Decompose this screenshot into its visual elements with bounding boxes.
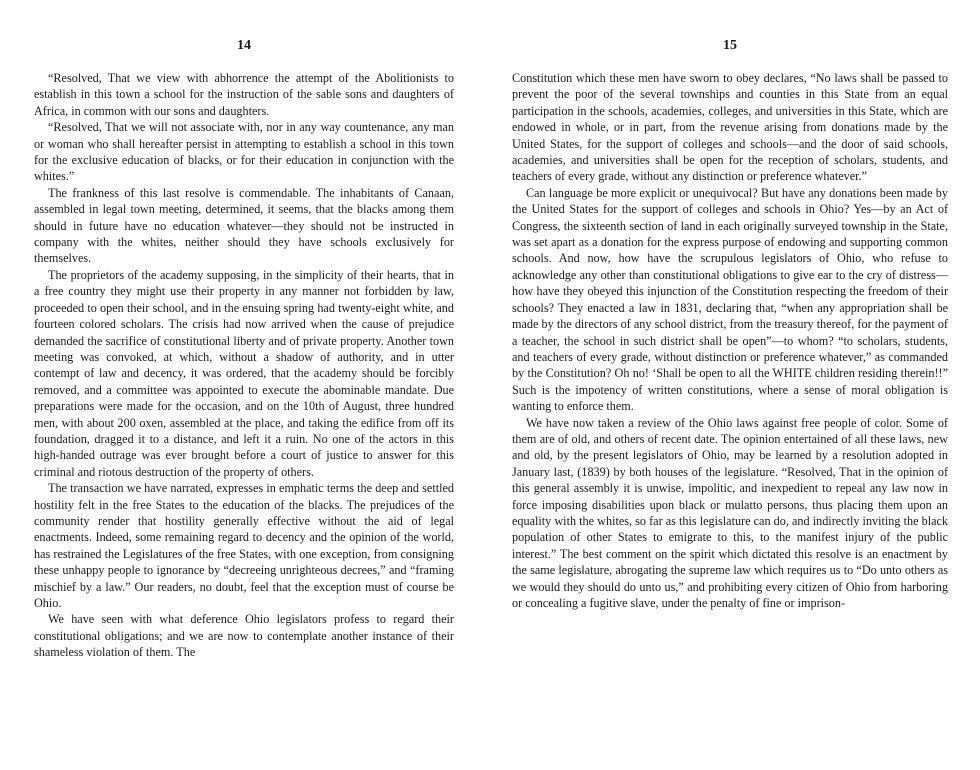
paragraph: The proprietors of the academy supposing, in the simplicity of their hearts, that in a free country they might use their property in any manner not forbidden by law, proceeded to open their school, and in the ensuing spring had twenty-eight white, and fourteen colored scholars. The crisis had now arrived when the cause of prejudice demanded the sacrifice of constitutional liberty and of private property. Another town meeting was convoked, at which, without a shadow of authority, and in utter contempt of law and decency, it was ordered, that the academy should be forcibly removed, and a committee was appointed to execute the abominable mandate. Due preparations were made for the occasion, and on the 10th of August, three hundred men, with about 200 oxen, assembled at the place, and taking the edifice from off its foundation, dragged it to a distance, and left it a ruin. No one of the actors in this high-handed outrage was ever brought before a court of justice to answer for this criminal and riotous destruction of the property of others.: [34, 267, 454, 479]
right-page-text: [512, 70, 948, 611]
paragraph: Constitution which these men have sworn to obey declares, “No laws shall be passed to prevent the poor of the several townships and counties in this State from an equal participation in the schools, academies, colleges, and universities in this State, which are endowed in whole, or in part, from the revenue arising from donations made by the United States, for the support of colleges and schools—and the door of said schools, academies, and universities shall be open for the reception of scholars, students, and teachers of every grade, without any distinction or preference whatever.”: [512, 71, 948, 184]
paragraph: “Resolved, That we view with abhorrence the attempt of the Abolitionists to establish in this town a school for the instruction of the sable sons and daughters of Africa, in common with our sons and daughters.: [34, 71, 454, 118]
paragraph: We have now taken a review of the Ohio laws against free people of color. Some of them are of old, and others of recent date. The opinion entertained of all these laws, new and old, by the present legislators of Ohio, may be learned by a resolution adopted in January last, (1839) by both houses of the legislature. “Resolved, That in the opinion of this general assembly it is unwise, impolitic, and inexpedient to repeal any law now in force imposing disabilities upon black or mulatto persons, thus placing them upon an equality with the whites, so far as this legislature can do, and indirectly inviting the black population of other States to emigrate to this, to the manifest injury of the public interest.” The best comment on the spirit which dictated this resolve is an enactment by the same legislature, abrogating the supreme law which requires us to “Do unto others as we would they should do unto us,” and prohibiting every citizen of Ohio from harboring or concealing a fugitive slave, under the penalty of fine or imprison-: [512, 415, 948, 610]
paragraph: “Resolved, That we will not associate with, nor in any way countenance, any man or woman who shall hereafter persist in attempting to establish a school in this town for the exclusive education of blacks, or for their education in conjunction with the whites.”: [34, 120, 454, 184]
right-page: [490, 0, 980, 770]
paragraph: We have seen with what deference Ohio legislators profess to regard their constitutional obligations; and we are now to contemplate another instance of their shameless violation of them. The: [34, 612, 454, 660]
paragraph: Can language be more explicit or unequivocal? But have any donations been made by the United States for the support of colleges and schools in Ohio? Yes—by an Act of Congress, the sixteenth section of land in each originally surveyed township in the State, was set apart as a donation for the express purpose of endowing and supporting common schools. And now, how have the scrupulous legislators of Ohio, who refuse to acknowledge any other than constitutional obligations to give ear to the cry of distress—how have they obeyed this injunction of the Constitution respecting the freedom of their schools? They enacted a law in 1831, declaring that, “when any appropriation shall be made by the directors of any school district, from the treasury thereof, for the payment of a teacher, the school in such district shall be open”—to whom? “to scholars, students, and teachers of every grade, without distinction or preference whatever,” as commanded by the Constitution? Oh no! ‘Shall be open to all the WHITE children residing therein!!” Such is the impotency of written constitutions, where a sense of moral obligation is wanting to enforce them.: [512, 185, 948, 414]
paragraph: The transaction we have narrated, expresses in emphatic terms the deep and settled hostility felt in the free States to the education of the blacks. The prejudices of the community render that hostility generally effective without the aid of legal enactments. Indeed, some remaining regard to decency and the opinion of the world, has restrained the Legislatures of the free States, with one exception, from consigning these unhappy people to ignorance by “decreeing unrighteous decrees,” and “framing mischief by a law.” Our readers, no doubt, feel that the exception must of course be Ohio.: [34, 481, 454, 610]
left-page-text: [34, 70, 454, 661]
paragraph: The frankness of this last resolve is commendable. The inhabitants of Canaan, assembled in legal town meeting, determined, it seems, that the blacks among them should in future have no education whatever—they should not be instructed in company with the whites, neither should they have schools exclusively for themselves.: [34, 185, 454, 266]
page-number-right: 15: [723, 38, 737, 53]
page-number-left: 14: [237, 38, 251, 53]
